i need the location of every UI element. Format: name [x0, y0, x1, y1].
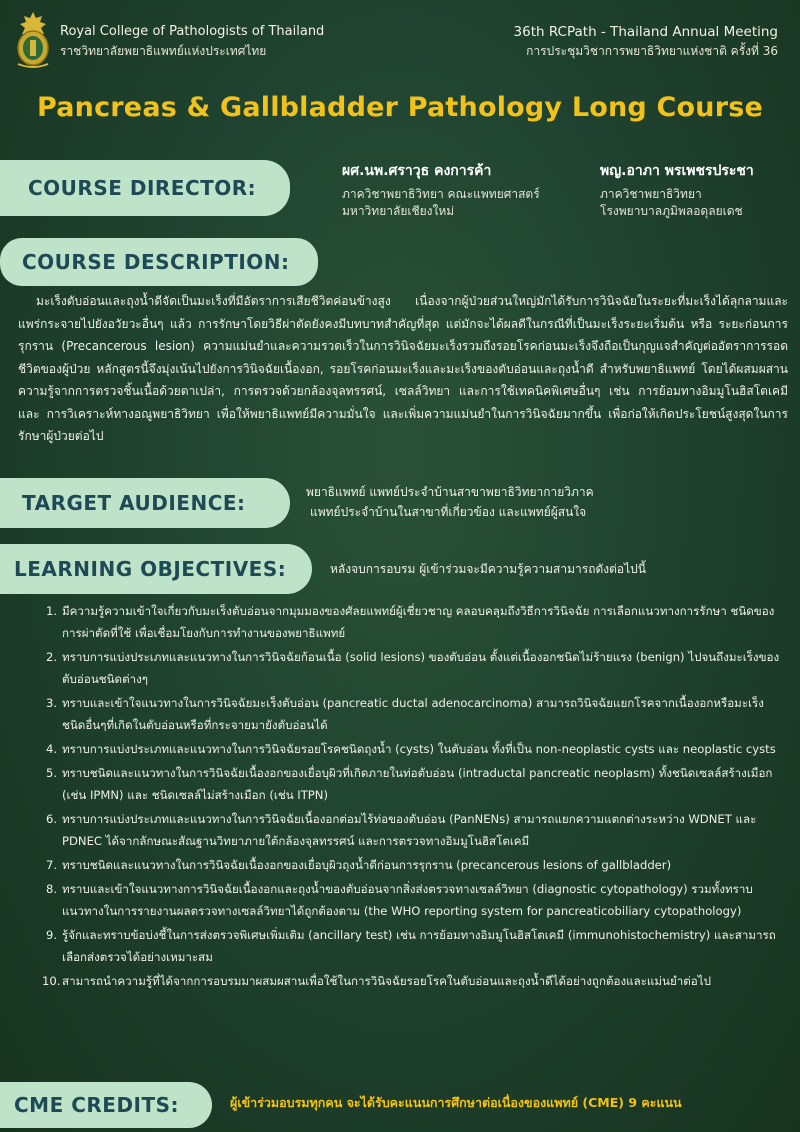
- objective-text: ทราบชนิดและแนวทางในการวินิจฉัยเนื้องอกของเยื่อบุผิวที่เกิดภายในท่อตับอ่อน (intraductal pancreatic neoplasm) ทั้งชนิดเซลล์สร้างเมือก (เช่น IPMN) และ ชนิดเซลล์ไม่สร้างเมือก (เช่น ITPN): [62, 766, 773, 802]
- objective-number: 1.: [46, 604, 58, 618]
- course-title: Pancreas & Gallbladder Pathology Long Course: [36, 92, 764, 123]
- objective-number: 5.: [46, 766, 58, 780]
- college-emblem-icon: [12, 10, 54, 70]
- objective-item: [46, 878, 786, 922]
- course-director-label: COURSE DIRECTOR:: [0, 160, 290, 216]
- director-2: [600, 160, 790, 220]
- objective-text: ทราบและเข้าใจแนวทางในการวินิจฉัยมะเร็งตับอ่อน (pancreatic ductal adenocarcinoma) สามารถวินิจฉัยแยกโรคจากเนื้องอกหรือมะเร็งชนิดอื่นๆที่เกิดในตับอ่อนหรือที่กระจายมายังตับอ่อนได้: [62, 696, 764, 732]
- director-1: [342, 160, 582, 220]
- director-2-aff-line1: ภาควิชาพยาธิวิทยา: [600, 187, 702, 201]
- objective-item: [46, 600, 786, 644]
- learning-objectives-intro: หลังจบการอบรม ผู้เข้าร่วมจะมีความรู้ความสามารถดังต่อไปนี้: [330, 562, 646, 576]
- objective-text: ทราบการแบ่งประเภทและแนวทางในการวินิจฉัยเนื้องอกต่อมไร้ท่อของตับอ่อน (PanNENs) สามารถแยกความแตกต่างระหว่าง WDNET และ PDNEC ได้จากลักษณะสัณฐานวิทยาภายใต้กล้องจุลทรรศน์ และการตรวจทางอิมมูโนฮิสโตเคมี: [62, 812, 757, 848]
- course-description-text: มะเร็งตับอ่อนและถุงน้ำดีจัดเป็นมะเร็งที่มีอัตราการเสียชีวิตค่อนข้างสูง เนื่องจากผู้ป่วยส่วนใหญ่มักได้รับการวินิจฉัยในระยะที่มะเร็งได้ลุกลามและแพร่กระจายไปยังอวัยวะอื่นๆ แล้ว การรักษาโดยวิธีผ่าตัดยังคงมีบทบาทสำคัญที่สุด แต่มักจะได้ผลดีในกรณีที่เป็นมะเร็งระยะเริ่มต้น หรือ ระยะก่อนการรุกราน (Precancerous lesion) ความแม่นยำและความรวดเร็วในการวินิจฉัยมะเร็งรวมถึงรอยโรคก่อนมะเร็งจึงถือเป็นกุญแจสำคัญต่ออัตราการรอดชีวิตของผู้ป่วย หลักสูตรนี้จึงมุ่งเน้นไปยังการวินิจฉัยเนื้องอก, รอยโรคก่อนมะเร็งและมะเร็งของตับอ่อนและถุงน้ำดี สำหรับพยาธิแพทย์ โดยได้ผสมผสานความรู้จากการตรวจชิ้นเนื้อด้วยตาเปล่า, การตรวจด้วยกล้องจุลทรรศน์, เซลล์วิทยา และการใช้เทคนิคพิเศษอื่นๆ เช่น การย้อมทางอิมมูโนฮิสโตเคมี และ การวิเคราะห์ทางอณูพยาธิวิทยา เพื่อให้พยาธิแพทย์มีความมั่นใจ และเพิ่มความแม่นยำในการวินิจฉัยมากขึ้น เพื่อก่อให้เกิดประโยชน์สูงสุดในการรักษาผู้ป่วยต่อไป: [18, 294, 788, 443]
- objective-number: 9.: [46, 928, 58, 942]
- objective-text: รู้จักและทราบข้อบ่งชี้ในการส่งตรวจพิเศษเพิ่มเติม (ancillary test) เช่น การย้อมทางอิมมูโนฮิสโตเคมี (immunohistochemistry) และสามารถเลือกส่งตรวจได้อย่างเหมาะสม: [62, 928, 776, 964]
- target-audience-line2: แพทย์ประจำบ้านในสาขาที่เกี่ยวข้อง และแพทย์ผู้สนใจ: [310, 505, 587, 519]
- objective-text: ทราบและเข้าใจแนวทางการวินิจฉัยเนื้องอกและถุงน้ำของตับอ่อนจากสิ่งส่งตรวจทางเซลล์วิทยา (diagnostic cytopathology) รวมทั้งทราบแนวทางในการรายงานผลตรวจทางเซลล์วิทยาได้ถูกต้องตาม (the WHO reporting system for pancreaticobiliary cytopathology): [62, 882, 753, 918]
- target-audience-label: TARGET AUDIENCE:: [0, 478, 290, 528]
- objective-text: สามารถนำความรู้ที่ได้จากการอบรมมาผสมผสานเพื่อใช้ในการวินิจฉัยรอยโรคในตับอ่อนและถุงน้ำดีได้อย่างถูกต้องและแม่นยำต่อไป: [62, 974, 711, 988]
- objective-item: [46, 762, 786, 806]
- director-1-name: ผศ.นพ.ศราวุธ คงการค้า: [342, 163, 492, 179]
- director-2-affiliation: [600, 186, 790, 220]
- objective-text: มีความรู้ความเข้าใจเกี่ยวกับมะเร็งตับอ่อนจากมุมมองของศัลยแพทย์ผู้เชี่ยวชาญ คลอบคลุมถึงวิธีการวินิจฉัย การเลือกแนวทางการรักษา ชนิดของการผ่าตัดที่ใช้ เพื่อเชื่อมโยงกับการทำงานของพยาธิแพทย์: [62, 604, 775, 640]
- header: [0, 0, 800, 80]
- director-1-affiliation: [342, 186, 582, 220]
- cme-credits-text: ผู้เข้าร่วมอบรมทุกคน จะได้รับคะแนนการศึกษาต่อเนื่องของแพทย์ (CME) 9 คะแนน: [230, 1095, 682, 1110]
- cme-credits-label: CME CREDITS:: [0, 1082, 212, 1128]
- meeting-title-en: 36th RCPath - Thailand Annual Meeting: [513, 24, 778, 40]
- objective-text: ทราบการแบ่งประเภทและแนวทางในการวินิจฉัยรอยโรคชนิดถุงน้ำ (cysts) ในตับอ่อน ทั้งที่เป็น non-neoplastic cysts และ neoplastic cysts: [62, 742, 776, 756]
- objective-number: 6.: [46, 812, 58, 826]
- objectives-list: [42, 600, 786, 994]
- objective-text: ทราบชนิดและแนวทางในการวินิจฉัยเนื้องอกของเยื่อบุผิวถุงน้ำดีก่อนการรุกราน (precancerous lesions of gallbladder): [62, 858, 672, 872]
- director-2-name: พญ.อาภา พรเพชรประชา: [600, 163, 754, 179]
- learning-objectives-label: LEARNING OBJECTIVES:: [0, 544, 312, 594]
- target-audience-line1: พยาธิแพทย์ แพทย์ประจำบ้านสาขาพยาธิวิทยากายวิภาค: [306, 485, 594, 499]
- objective-number: 7.: [46, 858, 58, 872]
- objective-item: [46, 854, 786, 876]
- objective-number: 10.: [42, 974, 61, 988]
- objective-item: [46, 692, 786, 736]
- director-1-aff-line2: มหาวิทยาลัยเชียงใหม่: [342, 204, 455, 218]
- director-2-aff-line2: โรงพยาบาลภูมิพลอดุลยเดช: [600, 204, 743, 218]
- objective-number: 8.: [46, 882, 58, 896]
- objective-item: [42, 970, 786, 992]
- org-name-en: Royal College of Pathologists of Thailand: [60, 24, 325, 39]
- director-1-aff-line1: ภาควิชาพยาธิวิทยา คณะแพทยศาสตร์: [342, 187, 540, 201]
- objective-number: 3.: [46, 696, 58, 710]
- objective-text: ทราบการแบ่งประเภทและแนวทางในการวินิจฉัยก้อนเนื้อ (solid lesions) ของตับอ่อน ตั้งแต่เนื้องอกชนิดไม่ร้ายแรง (benign) ไปจนถึงมะเร็งของตับอ่อนชนิดต่างๆ: [62, 650, 780, 686]
- org-name-th: ราชวิทยาลัยพยาธิแพทย์แห่งประเทศไทย: [60, 44, 267, 58]
- objective-item: [46, 808, 786, 852]
- meeting-title-th: การประชุมวิชาการพยาธิวิทยาแห่งชาติ ครั้งที่ 36: [526, 44, 778, 58]
- objective-item: [46, 924, 786, 968]
- target-audience-text: [306, 482, 786, 522]
- course-description-label: COURSE DESCRIPTION:: [0, 238, 318, 286]
- objective-number: 4.: [46, 742, 58, 756]
- objective-number: 2.: [46, 650, 58, 664]
- objective-item: [46, 646, 786, 690]
- objective-item: [46, 738, 786, 760]
